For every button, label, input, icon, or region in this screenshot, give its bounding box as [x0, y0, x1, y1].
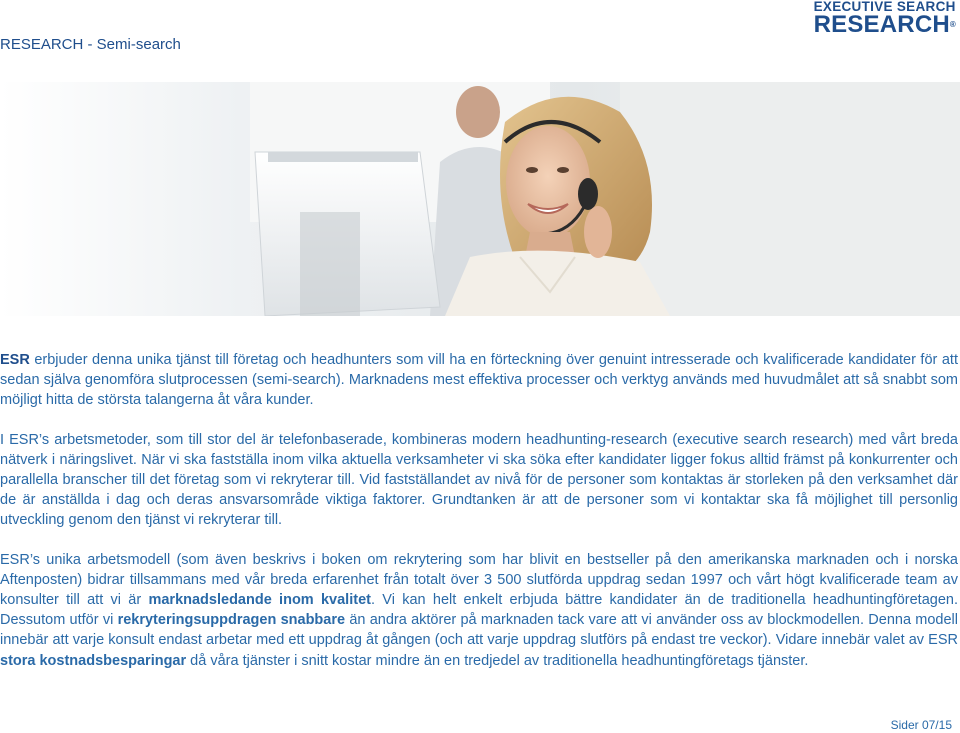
hero-photo — [0, 82, 960, 316]
logo-bottom-text: RESEARCH® — [813, 11, 956, 38]
hero-photo-illustration — [0, 82, 960, 316]
body-text — [0, 350, 958, 690]
page-number: Sider 07/15 — [890, 718, 952, 732]
paragraph-intro: ESR erbjuder denna unika tjänst till företag och headhunters som vill ha en förteckning över genuint intresserade och kvalificerade kandidater för att sedan själva genomföra slutprocessen (semi-search). Marknadens mest effektiva processer och verktyg används med huvudmålet att så snabbt som möjligt hitta de största talangerna åt våra kunder. — [0, 352, 958, 409]
paragraph-methods: I ESR’s arbetsmetoder, som till stor del är telefonbaserade, kombineras modern headhunting-research (executive search research) med vårt breda nätverk i näringslivet. När vi ska fastställa inom vilka aktuella verksamheter vi ska söka efter kandidater ligger fokus alltid främst på konkurrenter och parallella branscher till det företag som vi rekryterar till. Vid fastställandet av nivå för de personer som kontaktas är storleken på den verksamhet där de är anställda i dag och deras ansvarsområde viktiga faktorer. Grundtanken är att de personer som vi kontaktar ska få möjlighet till personlig utveckling genom den tjänst vi rekryterar till. — [0, 431, 958, 529]
company-logo — [814, 0, 956, 36]
logo-top-text: EXECUTIVE SEARCH — [813, 0, 956, 14]
page-title: RESEARCH - Semi-search — [0, 36, 181, 53]
paragraph-model: ESR’s unika arbetsmodell (som även beskrivs i boken om rekrytering som har blivit en bestseller på den amerikanska marknaden och i norska Aftenposten) bidrar tillsammans med vår breda erfarenhet från totalt över 3 500 slutförda uppdrag sedan 1997 och vårt högt kvalificerade team av konsulter till att vi är marknadsledande inom kvalitet. Vi kan helt enkelt erbjuda bättre kandidater än de traditionella headhuntingföretagen. Dessutom utför vi rekryteringsuppdragen snabbare än andra aktörer på marknaden tack vare att vi använder oss av blockmodellen. Denna modell innebär att varje konsult endast arbetar med ett uppdrag åt gången (och att varje uppdrag slutförs på endast tre veckor). Vidare innebär valet av ESR stora kostnadsbesparingar då våra tjänster i snitt kostar mindre än en tredjedel av traditionella headhuntingföretags tjänster. — [0, 551, 959, 669]
esr-lead: ESR — [0, 352, 30, 368]
